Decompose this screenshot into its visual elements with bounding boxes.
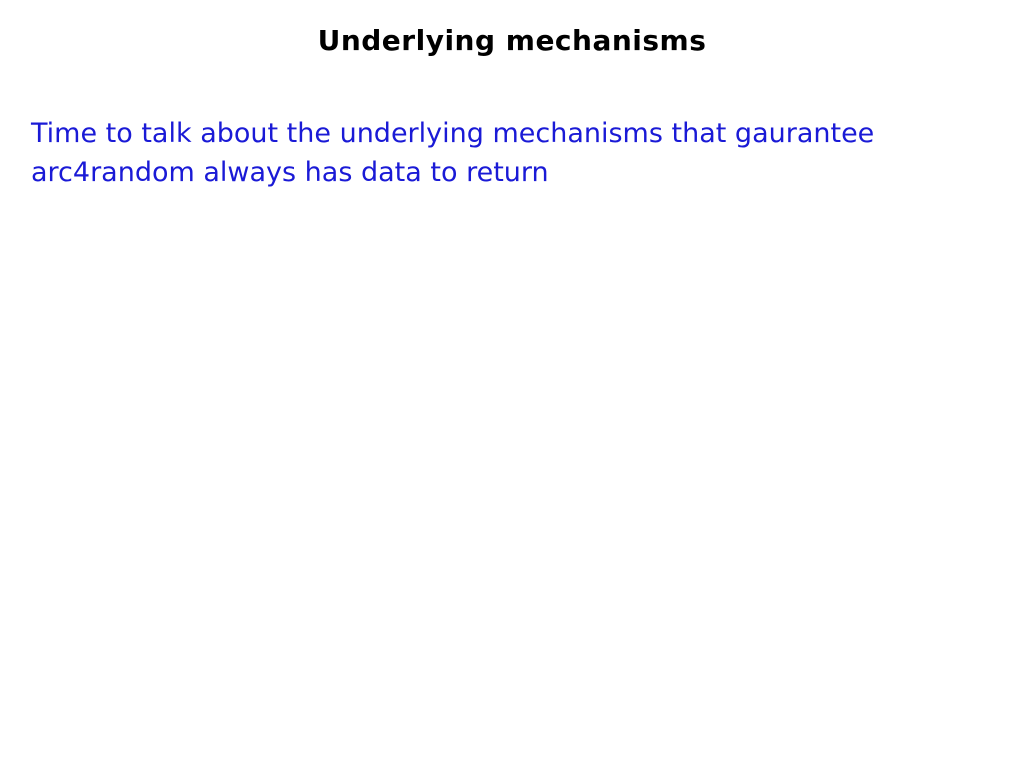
slide-body-text (31, 114, 984, 192)
body-text-line-1: Time to talk about the underlying mechanisms that gaurantee (31, 118, 875, 149)
slide-title: Underlying mechanisms (317, 24, 707, 57)
body-text-line-2: arc4random always has data to return (31, 157, 549, 188)
